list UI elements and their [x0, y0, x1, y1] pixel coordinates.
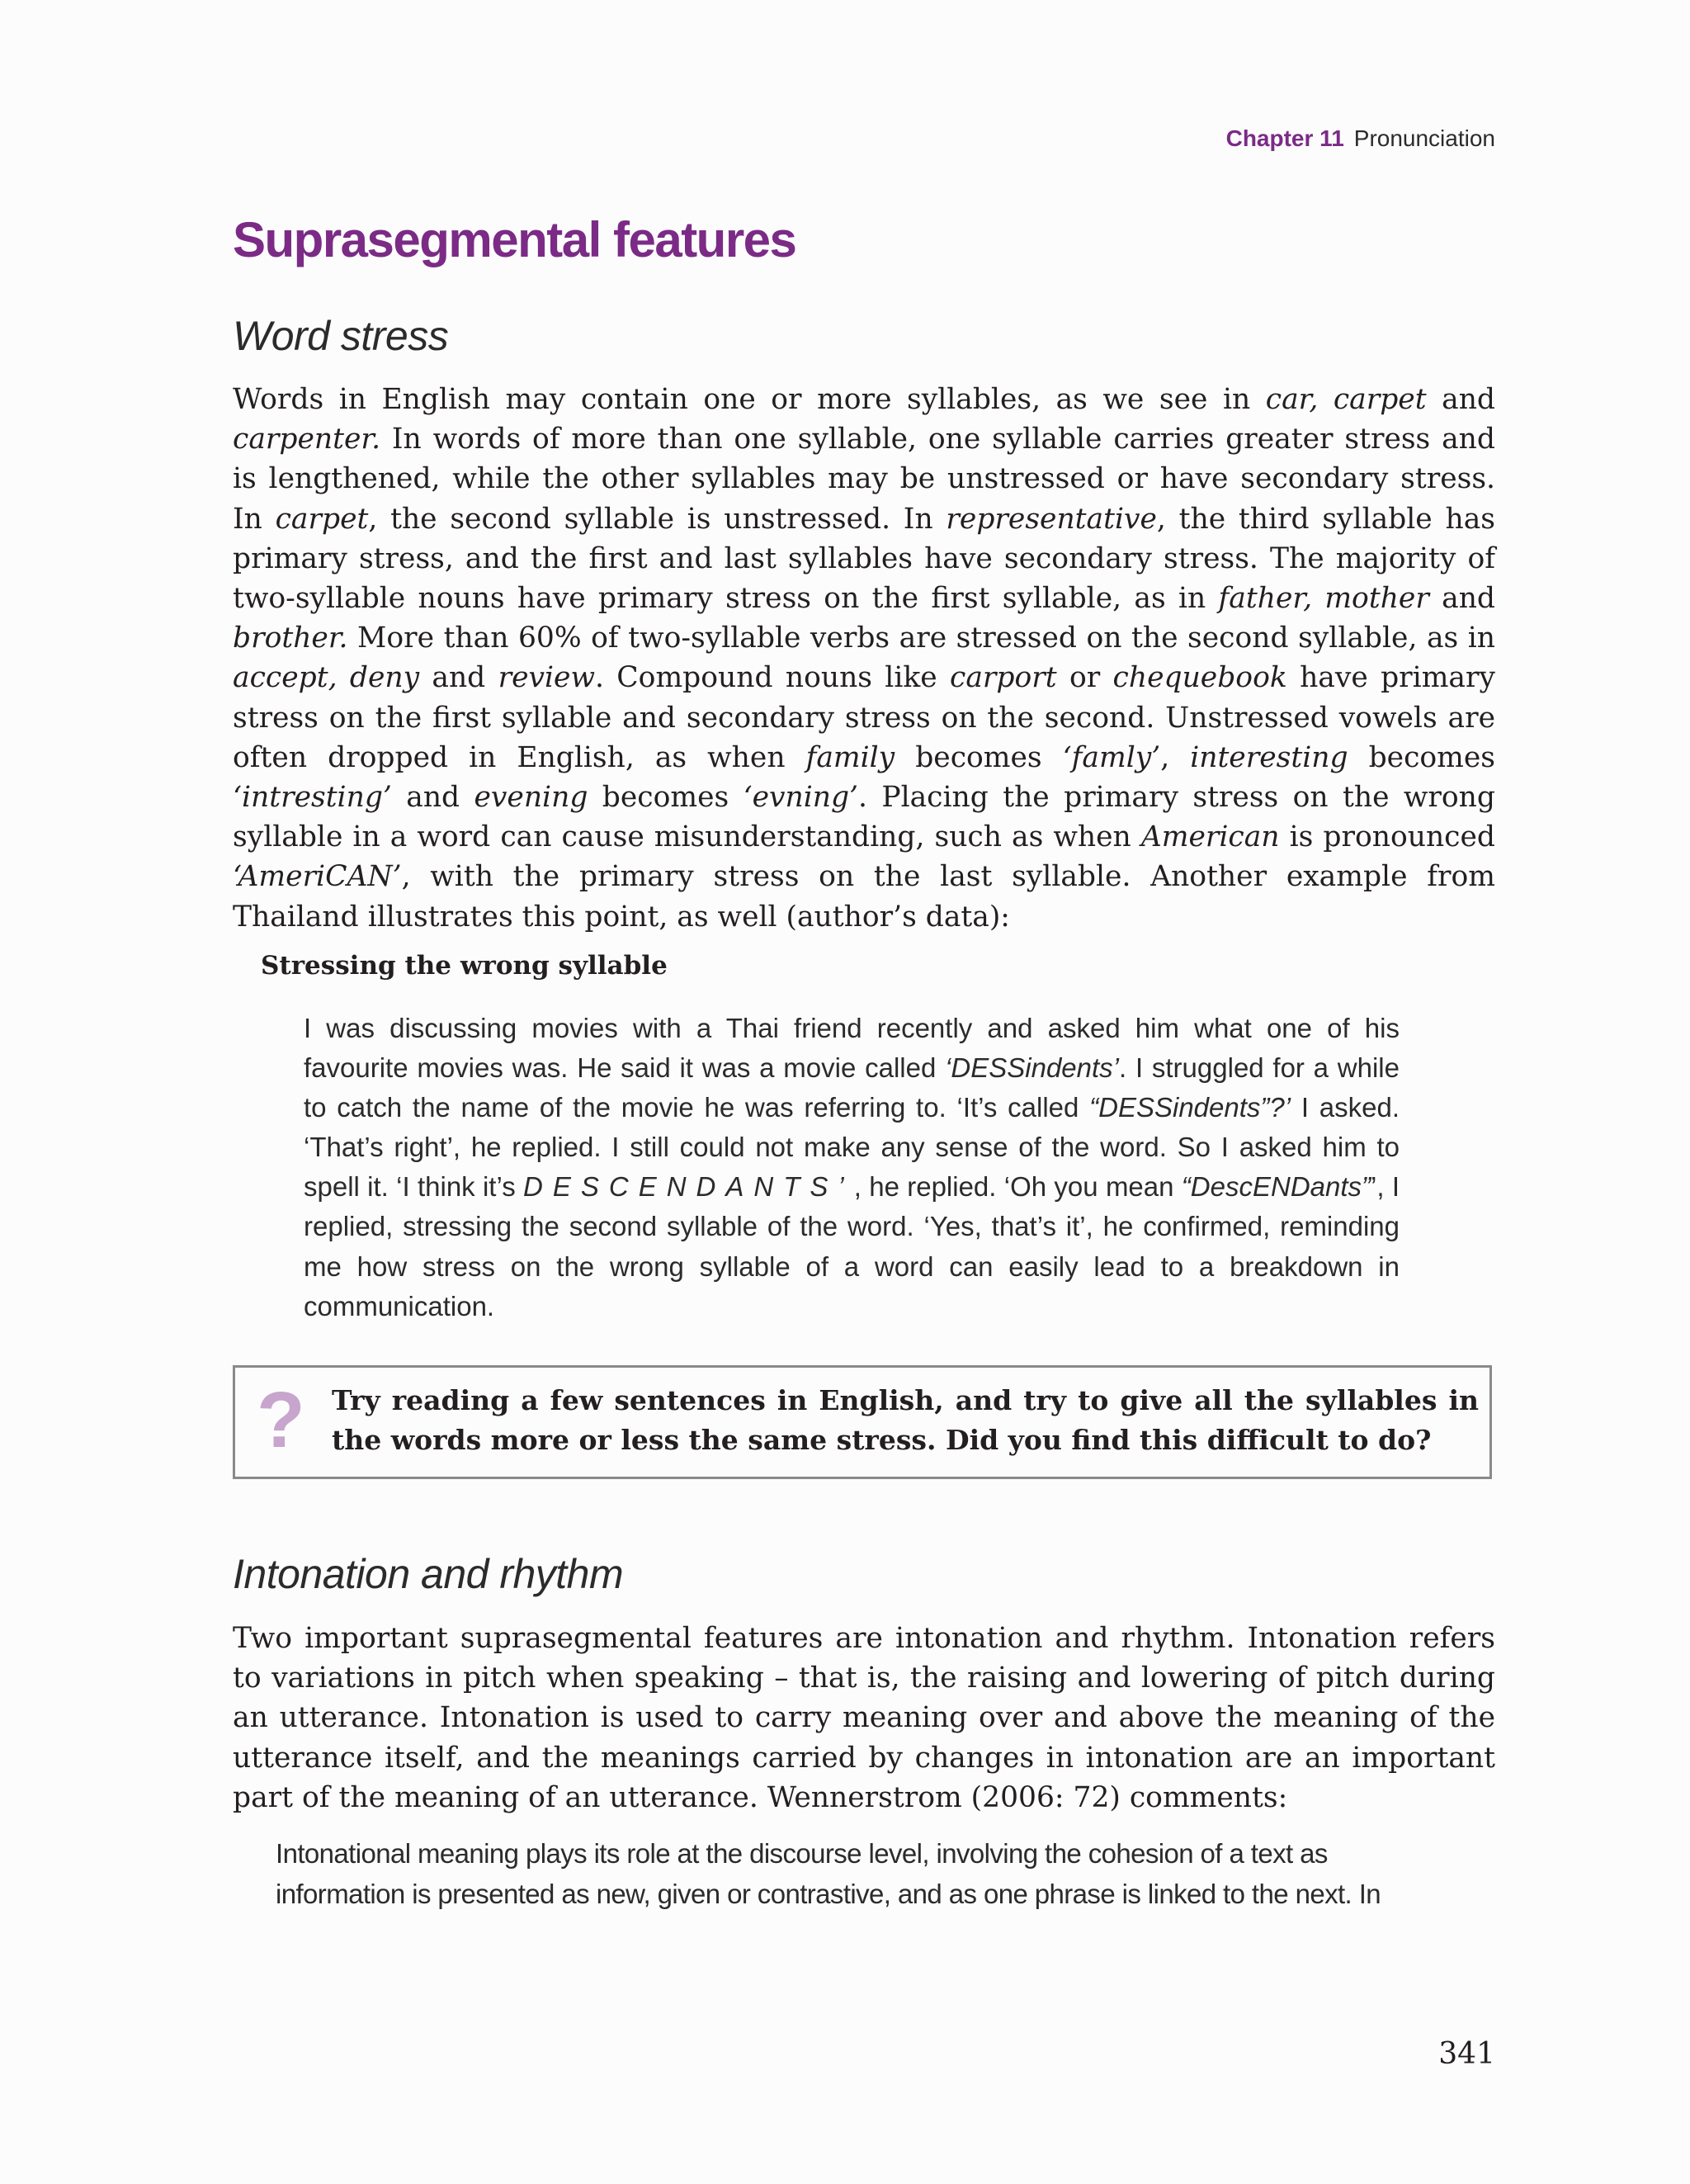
quoted-word: “DescENDants” [1181, 1171, 1371, 1203]
text-run: and [1426, 383, 1496, 416]
example-quote [304, 1009, 1400, 1326]
example-word: ‘intresting’ [233, 781, 392, 815]
text-run: , [1160, 740, 1191, 774]
text-run: becomes [895, 740, 1063, 774]
example-word: interesting [1190, 740, 1348, 774]
text-run: have primary stress on the first syllable and secondary stress on the second. Unstressed vowels are often dropped in English, as when [233, 661, 1495, 774]
text-run: becomes [588, 781, 744, 815]
example-word: ‘famly’ [1062, 740, 1161, 774]
example-word: evening [474, 781, 588, 815]
text-run: Words in English may contain one or more syllables, as we see in [233, 383, 1266, 416]
text-run: , with the primary stress on the last syllable. Another example from Thailand illustrates this point, as well (author’s data): [233, 860, 1495, 934]
chapter-label: Chapter 11 [1225, 125, 1344, 151]
chapter-title: Pronunciation [1353, 125, 1495, 151]
example-word: father, mother [1218, 582, 1429, 616]
intonation-heading: Intonation and rhythm [233, 1551, 624, 1597]
text-run: . Compound nouns like [594, 661, 951, 695]
example-word: carpenter. [233, 423, 381, 456]
word-stress-paragraph [233, 380, 1495, 937]
question-mark-icon: ? [257, 1376, 305, 1464]
wennerstrom-quote: Intonational meaning plays its role at the discourse level, involving the cohesion of a text as information is presented as new, given or contrastive, and as one phrase is linked to the next. In [276, 1838, 1381, 1909]
running-head [1226, 125, 1495, 152]
example-word: family [805, 740, 895, 774]
page-number: 341 [1438, 2037, 1495, 2071]
example-word: accept, deny [233, 661, 420, 695]
example-word: carpet [275, 502, 369, 536]
quoted-word: ‘DESSindents’ [945, 1052, 1120, 1084]
example-word: American [1140, 820, 1280, 854]
example-word: brother. [233, 622, 348, 655]
text-run: In words of more than one syllable, one syllable carries greater stress and is lengthened, while the other syllables may be unstressed or have secondary stress. In [233, 423, 1495, 536]
text-run: ’, I replied, stressing the second syllable of the word. ‘Yes, that’s it’, he confirmed, reminding me how stress on the wrong syllable of a word can easily lead to a breakdown in communication. [304, 1171, 1400, 1321]
text-run: . I struggled for a while to catch the name of the movie he was referring to. ‘It’s called [304, 1052, 1400, 1123]
text-run: or [1056, 661, 1113, 695]
text-run: , the second syllable is unstressed. In [368, 502, 946, 536]
example-word: ‘evning’ [743, 781, 859, 815]
spelled-word: DESCENDANTS’ [523, 1171, 854, 1203]
quoted-word: “DESSindents”?’ [1089, 1092, 1291, 1123]
reflection-question-text: Try reading a few sentences in English, and try to give all the syllables in the words more or less the same stress. Did you find this difficult to do? [332, 1384, 1479, 1456]
example-word: car, carpet [1265, 383, 1427, 416]
example-word: ‘AmeriCAN’ [233, 860, 402, 894]
text-run: is pronounced [1279, 820, 1495, 854]
text-run: and [419, 661, 498, 695]
text-run: I asked. ‘That’s right’, he replied. I still could not make any sense of the word. So I asked him to spell it. ‘I think it’s [304, 1092, 1400, 1203]
example-word: carport [950, 661, 1057, 695]
section-title: Suprasegmental features [233, 212, 796, 267]
word-stress-heading: Word stress [233, 313, 449, 359]
text-run: . Placing the primary stress on the wrong syllable in a word can cause misunderstanding, such as when [233, 781, 1495, 854]
example-word: chequebook [1112, 661, 1287, 695]
text-run: I was discussing movies with a Thai friend recently and asked him what one of his favourite movies was. He said it was a movie called [304, 1013, 1400, 1084]
example-box-title: Stressing the wrong syllable [261, 951, 668, 981]
intonation-paragraph: Two important suprasegmental features are intonation and rhythm. Intonation refers to variations in pitch when speaking – that is, the raising and lowering of pitch during an utterance. Intonation is used to carry meaning over and above the meaning of the utterance itself, and the meanings carried by changes in intonation are an important part of the meaning of an utterance. Wennerstrom (2006: 72) comments: [233, 1622, 1495, 1814]
text-run: becomes [1348, 740, 1496, 774]
reflection-question-box [233, 1365, 1492, 1479]
text-run: More than 60% of two-syllable verbs are stressed on the second syllable, as in [347, 622, 1495, 655]
text-run: , he replied. ‘Oh you mean [853, 1171, 1182, 1203]
example-word: review [498, 661, 595, 695]
example-word: representative [946, 502, 1157, 536]
text-run: and [1428, 582, 1496, 616]
text-run: , the third syllable has primary stress, and the first and last syllables have secondary stress. The majority of two-syllable nouns have primary stress on the first syllable, as in [233, 502, 1495, 616]
text-run: and [391, 781, 474, 815]
